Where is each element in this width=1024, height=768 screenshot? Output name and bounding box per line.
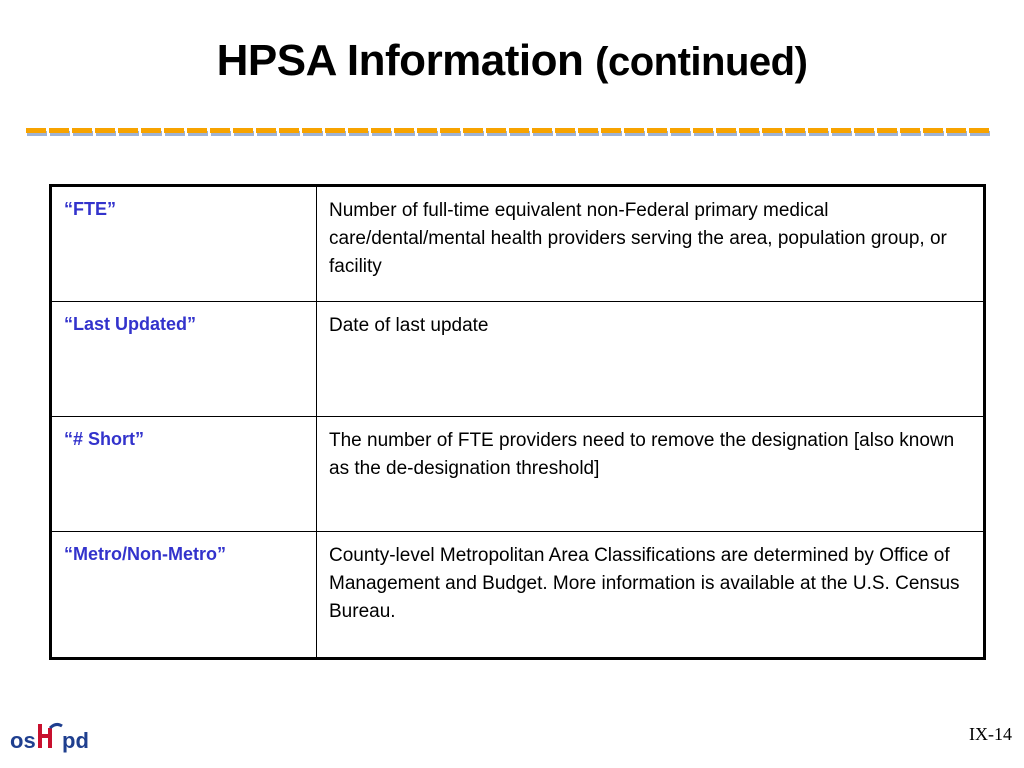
- slide-title-sub: (continued): [595, 40, 808, 84]
- term-cell: “# Short”: [51, 417, 317, 532]
- term-cell: “Last Updated”: [51, 302, 317, 417]
- table-row: [51, 302, 985, 417]
- table-row: [51, 186, 985, 302]
- oshpd-logo: [10, 718, 110, 754]
- definition-cell: Number of full-time equivalent non-Federal primary medical care/dental/mental health providers serving the area, population group, or facility: [317, 186, 985, 302]
- hpsa-info-table: [49, 184, 986, 660]
- definition-cell: County-level Metropolitan Area Classifications are determined by Office of Management and Budget. More information is available at the U.S. Census Bureau.: [317, 532, 985, 659]
- slide-title-main: HPSA Information: [216, 36, 584, 85]
- definition-cell: The number of FTE providers need to remove the designation [also known as the de-designation threshold]: [317, 417, 985, 532]
- table-row: [51, 417, 985, 532]
- term-cell: “FTE”: [51, 186, 317, 302]
- page-number: IX-14: [969, 724, 1012, 744]
- decorative-dashed-divider: [26, 127, 1000, 137]
- svg-text:os: os: [10, 728, 36, 753]
- slide-title: [0, 36, 1024, 86]
- table-row: [51, 532, 985, 659]
- term-cell: “Metro/Non-Metro”: [51, 532, 317, 659]
- svg-text:pd: pd: [62, 728, 89, 753]
- definition-cell: Date of last update: [317, 302, 985, 417]
